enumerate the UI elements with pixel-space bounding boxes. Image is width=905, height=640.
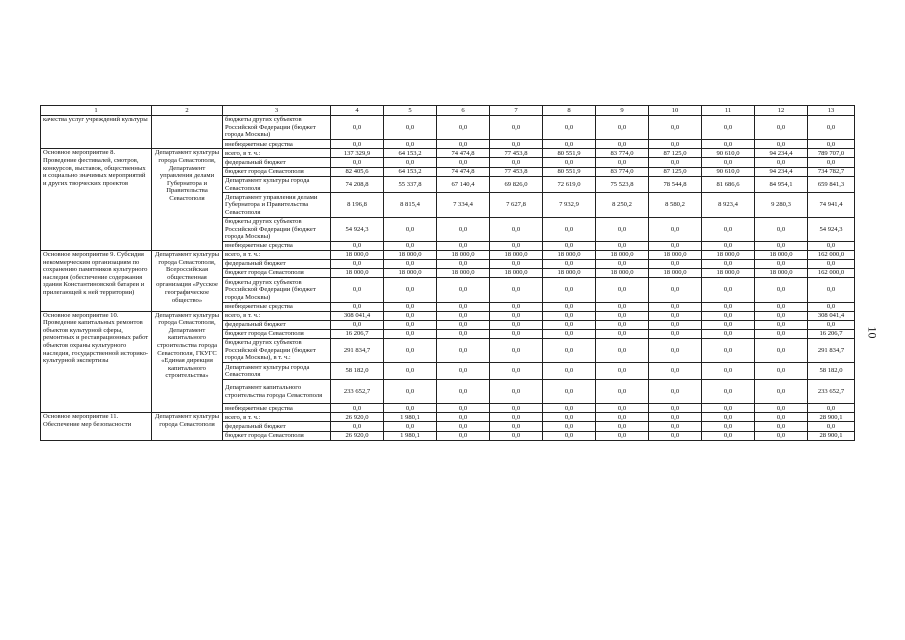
amount-cell: 137 329,9 [331, 149, 384, 158]
budget-table [40, 105, 855, 441]
amount-cell: 90 610,0 [702, 167, 755, 176]
amount-cell: 0,0 [596, 320, 649, 329]
amount-cell: 0,0 [702, 431, 755, 440]
amount-cell: 18 000,0 [384, 269, 437, 278]
amount-cell: 0,0 [543, 422, 596, 431]
amount-cell: 0,0 [490, 363, 543, 380]
amount-cell: 0,0 [331, 278, 384, 302]
column-number-cell: 1 [41, 106, 152, 116]
amount-cell: 0,0 [702, 404, 755, 413]
amount-cell: 0,0 [384, 422, 437, 431]
amount-cell: 0,0 [384, 329, 437, 338]
amount-cell: 0,0 [437, 404, 490, 413]
amount-cell: 0,0 [755, 278, 808, 302]
amount-cell: 0,0 [331, 302, 384, 311]
amount-cell: 0,0 [596, 363, 649, 380]
executor-cell: Департамент культуры города Севастополя, Департамент управления делами Губернатора и Правительства Севастополя [152, 149, 223, 251]
funding-source-cell: внебюджетные средства [223, 140, 331, 149]
amount-cell: 0,0 [490, 140, 543, 149]
amount-cell: 0,0 [808, 320, 855, 329]
amount-cell: 0,0 [755, 431, 808, 440]
amount-cell: 18 000,0 [649, 269, 702, 278]
amount-cell: 18 000,0 [384, 251, 437, 260]
amount-cell: 0,0 [649, 260, 702, 269]
amount-cell: 0,0 [702, 320, 755, 329]
amount-cell: 0,0 [755, 363, 808, 380]
funding-source-cell: бюджет города Севастополя [223, 329, 331, 338]
amount-cell: 0,0 [702, 329, 755, 338]
amount-cell: 8 196,8 [331, 193, 384, 217]
amount-cell: 0,0 [384, 217, 437, 241]
amount-cell: 74 208,8 [331, 176, 384, 193]
amount-cell: 83 774,0 [596, 167, 649, 176]
amount-cell: 75 523,8 [596, 176, 649, 193]
amount-cell: 0,0 [437, 422, 490, 431]
amount-cell: 77 453,8 [490, 167, 543, 176]
amount-cell: 18 000,0 [331, 251, 384, 260]
amount-cell: 54 924,3 [808, 217, 855, 241]
executor-cell: Департамент культуры города Севастополя, Всероссийская общественная организация «Русское географическое общество» [152, 251, 223, 312]
funding-source-cell: Департамент капитального строительства города Севастополя [223, 379, 331, 403]
table-row [41, 251, 855, 260]
funding-source-cell: всего, в т. ч.: [223, 413, 331, 422]
amount-cell: 0,0 [649, 422, 702, 431]
amount-cell: 90 610,0 [702, 149, 755, 158]
amount-cell: 0,0 [649, 413, 702, 422]
funding-source-cell: бюджет города Севастополя [223, 431, 331, 440]
amount-cell: 0,0 [702, 311, 755, 320]
funding-source-cell: всего, в т. ч.: [223, 311, 331, 320]
amount-cell: 0,0 [384, 116, 437, 140]
amount-cell: 7 334,4 [437, 193, 490, 217]
column-number-row [41, 106, 855, 116]
amount-cell: 64 153,2 [384, 167, 437, 176]
funding-source-cell: всего, в т. ч.: [223, 251, 331, 260]
funding-source-cell: федеральный бюджет [223, 260, 331, 269]
amount-cell: 0,0 [808, 116, 855, 140]
amount-cell: 0,0 [702, 158, 755, 167]
funding-source-cell: внебюджетные средства [223, 302, 331, 311]
amount-cell: 0,0 [437, 363, 490, 380]
amount-cell: 8 923,4 [702, 193, 755, 217]
amount-cell: 0,0 [331, 320, 384, 329]
column-number-cell: 4 [331, 106, 384, 116]
amount-cell: 0,0 [808, 241, 855, 250]
amount-cell: 0,0 [543, 116, 596, 140]
amount-cell: 0,0 [543, 339, 596, 363]
amount-cell: 0,0 [384, 404, 437, 413]
funding-source-cell: федеральный бюджет [223, 422, 331, 431]
amount-cell: 0,0 [490, 329, 543, 338]
funding-source-cell: Департамент культуры города Севастополя [223, 176, 331, 193]
amount-cell: 0,0 [596, 302, 649, 311]
amount-cell: 0,0 [702, 379, 755, 403]
amount-cell: 18 000,0 [596, 269, 649, 278]
column-number-cell: 6 [437, 106, 490, 116]
amount-cell: 0,0 [755, 404, 808, 413]
amount-cell: 0,0 [384, 311, 437, 320]
amount-cell: 0,0 [384, 320, 437, 329]
amount-cell: 0,0 [649, 311, 702, 320]
amount-cell: 69 826,0 [490, 176, 543, 193]
column-number-cell: 8 [543, 106, 596, 116]
amount-cell: 28 900,1 [808, 413, 855, 422]
amount-cell: 84 954,1 [755, 176, 808, 193]
amount-cell: 0,0 [755, 311, 808, 320]
amount-cell: 0,0 [702, 363, 755, 380]
amount-cell: 0,0 [437, 339, 490, 363]
amount-cell: 0,0 [543, 329, 596, 338]
amount-cell: 0,0 [331, 404, 384, 413]
table-row [41, 116, 855, 140]
amount-cell: 0,0 [543, 363, 596, 380]
column-number-cell: 13 [808, 106, 855, 116]
amount-cell: 0,0 [490, 311, 543, 320]
column-number-cell: 12 [755, 106, 808, 116]
amount-cell: 74 941,4 [808, 193, 855, 217]
amount-cell: 94 234,4 [755, 149, 808, 158]
amount-cell: 0,0 [649, 278, 702, 302]
amount-cell: 18 000,0 [702, 269, 755, 278]
amount-cell: 0,0 [331, 241, 384, 250]
executor-cell: Департамент культуры города Севастополя, Департамент капитального строительства города Севастополя, ГКУГС «Единая дирекция капитального строительства» [152, 311, 223, 413]
amount-cell: 0,0 [649, 329, 702, 338]
funding-source-cell: бюджет города Севастополя [223, 269, 331, 278]
column-number-cell: 11 [702, 106, 755, 116]
amount-cell: 0,0 [543, 320, 596, 329]
amount-cell: 0,0 [808, 260, 855, 269]
table-row [41, 311, 855, 320]
amount-cell: 1 980,1 [384, 413, 437, 422]
amount-cell: 0,0 [649, 241, 702, 250]
amount-cell: 0,0 [596, 404, 649, 413]
amount-cell: 162 000,0 [808, 269, 855, 278]
column-number-cell: 2 [152, 106, 223, 116]
amount-cell: 0,0 [596, 116, 649, 140]
amount-cell: 94 234,4 [755, 167, 808, 176]
amount-cell: 0,0 [596, 413, 649, 422]
table-row [41, 149, 855, 158]
amount-cell: 308 041,4 [808, 311, 855, 320]
amount-cell: 0,0 [437, 260, 490, 269]
column-number-cell: 7 [490, 106, 543, 116]
page-number: 10 [865, 326, 880, 339]
amount-cell: 0,0 [437, 217, 490, 241]
amount-cell: 0,0 [755, 302, 808, 311]
amount-cell: 0,0 [755, 320, 808, 329]
amount-cell: 0,0 [755, 339, 808, 363]
amount-cell: 0,0 [808, 404, 855, 413]
amount-cell: 0,0 [649, 320, 702, 329]
amount-cell: 1 980,1 [384, 431, 437, 440]
amount-cell: 0,0 [596, 311, 649, 320]
amount-cell: 0,0 [437, 320, 490, 329]
amount-cell: 0,0 [331, 116, 384, 140]
amount-cell: 0,0 [649, 116, 702, 140]
amount-cell: 789 707,0 [808, 149, 855, 158]
amount-cell: 0,0 [437, 241, 490, 250]
amount-cell: 0,0 [384, 241, 437, 250]
amount-cell: 0,0 [702, 260, 755, 269]
amount-cell: 16 206,7 [808, 329, 855, 338]
amount-cell: 0,0 [490, 278, 543, 302]
amount-cell: 18 000,0 [490, 251, 543, 260]
amount-cell: 0,0 [490, 158, 543, 167]
amount-cell: 0,0 [808, 422, 855, 431]
amount-cell: 0,0 [702, 140, 755, 149]
amount-cell: 18 000,0 [331, 269, 384, 278]
amount-cell: 67 140,4 [437, 176, 490, 193]
amount-cell: 0,0 [649, 363, 702, 380]
event-name-cell: качества услуг учреждений культуры [41, 116, 152, 149]
amount-cell: 82 405,6 [331, 167, 384, 176]
amount-cell: 0,0 [490, 241, 543, 250]
amount-cell: 77 453,8 [490, 149, 543, 158]
amount-cell: 0,0 [649, 158, 702, 167]
amount-cell: 0,0 [755, 260, 808, 269]
amount-cell: 0,0 [596, 140, 649, 149]
amount-cell: 0,0 [490, 339, 543, 363]
amount-cell: 0,0 [490, 379, 543, 403]
amount-cell: 0,0 [490, 404, 543, 413]
amount-cell: 0,0 [755, 217, 808, 241]
amount-cell: 233 652,7 [808, 379, 855, 403]
funding-source-cell: бюджеты других субъектов Российской Федерации (бюджет города Москвы) [223, 217, 331, 241]
amount-cell: 0,0 [384, 379, 437, 403]
amount-cell: 0,0 [490, 217, 543, 241]
amount-cell: 7 627,8 [490, 193, 543, 217]
amount-cell: 0,0 [596, 329, 649, 338]
amount-cell: 58 182,0 [331, 363, 384, 380]
amount-cell: 0,0 [490, 116, 543, 140]
funding-source-cell: бюджет города Севастополя [223, 167, 331, 176]
amount-cell: 8 815,4 [384, 193, 437, 217]
amount-cell: 0,0 [384, 302, 437, 311]
amount-cell: 55 337,8 [384, 176, 437, 193]
event-name-cell: Основное мероприятие 10. Проведение капитальных ремонтов объектов культурной сферы, ремонтных и реставрационных работ объектов охраны культурного наследия, государственной историко-культурной экспертизы [41, 311, 152, 413]
amount-cell: 18 000,0 [649, 251, 702, 260]
executor-cell [152, 116, 223, 149]
amount-cell: 0,0 [702, 413, 755, 422]
amount-cell: 659 841,3 [808, 176, 855, 193]
event-name-cell: Основное мероприятие 8. Проведение фестивалей, смотров, конкурсов, выставок, общественных и социально значимых мероприятий и других творческих проектов [41, 149, 152, 251]
amount-cell: 18 000,0 [437, 251, 490, 260]
amount-cell: 0,0 [702, 422, 755, 431]
amount-cell: 0,0 [755, 413, 808, 422]
amount-cell: 0,0 [596, 422, 649, 431]
amount-cell: 0,0 [490, 320, 543, 329]
amount-cell: 0,0 [702, 116, 755, 140]
amount-cell: 233 652,7 [331, 379, 384, 403]
amount-cell: 64 153,2 [384, 149, 437, 158]
column-number-cell: 10 [649, 106, 702, 116]
amount-cell: 0,0 [437, 413, 490, 422]
amount-cell: 58 182,0 [808, 363, 855, 380]
amount-cell: 0,0 [649, 431, 702, 440]
column-number-cell: 9 [596, 106, 649, 116]
amount-cell: 26 920,0 [331, 431, 384, 440]
funding-source-cell: бюджеты других субъектов Российской Федерации (бюджет города Москвы), в т. ч.: [223, 339, 331, 363]
amount-cell: 16 206,7 [331, 329, 384, 338]
amount-cell: 0,0 [331, 422, 384, 431]
amount-cell: 0,0 [543, 431, 596, 440]
amount-cell: 0,0 [755, 379, 808, 403]
amount-cell: 0,0 [384, 140, 437, 149]
amount-cell: 0,0 [437, 379, 490, 403]
amount-cell: 0,0 [755, 140, 808, 149]
amount-cell: 0,0 [649, 302, 702, 311]
amount-cell: 0,0 [808, 140, 855, 149]
table-row [41, 413, 855, 422]
amount-cell: 0,0 [384, 339, 437, 363]
amount-cell: 0,0 [649, 217, 702, 241]
amount-cell: 0,0 [596, 339, 649, 363]
amount-cell: 0,0 [543, 413, 596, 422]
amount-cell: 0,0 [490, 260, 543, 269]
amount-cell: 18 000,0 [490, 269, 543, 278]
amount-cell: 0,0 [543, 404, 596, 413]
amount-cell: 0,0 [543, 158, 596, 167]
amount-cell: 0,0 [808, 302, 855, 311]
funding-source-cell: федеральный бюджет [223, 320, 331, 329]
amount-cell: 0,0 [649, 379, 702, 403]
amount-cell: 162 000,0 [808, 251, 855, 260]
amount-cell: 18 000,0 [543, 251, 596, 260]
amount-cell: 0,0 [437, 140, 490, 149]
amount-cell: 0,0 [808, 158, 855, 167]
amount-cell: 0,0 [543, 217, 596, 241]
column-number-cell: 3 [223, 106, 331, 116]
amount-cell: 0,0 [384, 363, 437, 380]
amount-cell: 0,0 [596, 260, 649, 269]
amount-cell: 0,0 [331, 140, 384, 149]
funding-source-cell: внебюджетные средства [223, 404, 331, 413]
amount-cell: 0,0 [649, 140, 702, 149]
amount-cell: 0,0 [490, 431, 543, 440]
amount-cell: 0,0 [384, 260, 437, 269]
amount-cell: 0,0 [596, 217, 649, 241]
amount-cell: 0,0 [543, 379, 596, 403]
amount-cell: 0,0 [437, 116, 490, 140]
amount-cell: 291 834,7 [331, 339, 384, 363]
amount-cell: 0,0 [702, 241, 755, 250]
amount-cell: 18 000,0 [437, 269, 490, 278]
amount-cell: 0,0 [490, 413, 543, 422]
amount-cell: 7 932,9 [543, 193, 596, 217]
amount-cell: 83 774,0 [596, 149, 649, 158]
amount-cell: 0,0 [331, 158, 384, 167]
amount-cell: 0,0 [437, 329, 490, 338]
amount-cell: 0,0 [808, 278, 855, 302]
amount-cell: 0,0 [543, 260, 596, 269]
amount-cell: 18 000,0 [755, 251, 808, 260]
amount-cell: 0,0 [596, 158, 649, 167]
funding-source-cell: федеральный бюджет [223, 158, 331, 167]
amount-cell: 0,0 [755, 422, 808, 431]
amount-cell: 0,0 [490, 302, 543, 311]
event-name-cell: Основное мероприятие 11. Обеспечение мер безопасности [41, 413, 152, 440]
amount-cell: 26 920,0 [331, 413, 384, 422]
amount-cell: 0,0 [437, 431, 490, 440]
amount-cell: 0,0 [649, 404, 702, 413]
amount-cell: 80 551,9 [543, 167, 596, 176]
amount-cell: 87 125,0 [649, 149, 702, 158]
executor-cell: Департамент культуры города Севастополя [152, 413, 223, 440]
amount-cell: 0,0 [543, 302, 596, 311]
amount-cell: 80 551,9 [543, 149, 596, 158]
amount-cell: 0,0 [384, 158, 437, 167]
amount-cell: 0,0 [596, 431, 649, 440]
event-name-cell: Основное мероприятие 9. Субсидия некоммерческим организациям по сохранению памятников культурного наследия (обеспечение содержания здания Константиновской батареи и прилегающей к ней территории) [41, 251, 152, 312]
funding-source-cell: внебюджетные средства [223, 241, 331, 250]
funding-source-cell: Департамент управления делами Губернатора и Правительства Севастополя [223, 193, 331, 217]
funding-source-cell: всего, в т. ч.: [223, 149, 331, 158]
amount-cell: 72 619,0 [543, 176, 596, 193]
amount-cell: 0,0 [596, 379, 649, 403]
amount-cell: 81 686,6 [702, 176, 755, 193]
amount-cell: 0,0 [596, 241, 649, 250]
amount-cell: 18 000,0 [702, 251, 755, 260]
amount-cell: 0,0 [437, 278, 490, 302]
amount-cell: 0,0 [755, 158, 808, 167]
amount-cell: 74 474,8 [437, 149, 490, 158]
amount-cell: 0,0 [437, 311, 490, 320]
amount-cell: 734 782,7 [808, 167, 855, 176]
amount-cell: 308 041,4 [331, 311, 384, 320]
amount-cell: 8 250,2 [596, 193, 649, 217]
column-number-cell: 5 [384, 106, 437, 116]
funding-source-cell: бюджеты других субъектов Российской Федерации (бюджет города Москвы) [223, 116, 331, 140]
amount-cell: 18 000,0 [596, 251, 649, 260]
amount-cell: 0,0 [755, 116, 808, 140]
amount-cell: 0,0 [755, 241, 808, 250]
amount-cell: 0,0 [702, 217, 755, 241]
amount-cell: 0,0 [702, 302, 755, 311]
amount-cell: 0,0 [490, 422, 543, 431]
amount-cell: 28 900,1 [808, 431, 855, 440]
amount-cell: 0,0 [702, 339, 755, 363]
amount-cell: 0,0 [543, 241, 596, 250]
amount-cell: 78 544,8 [649, 176, 702, 193]
amount-cell: 9 280,3 [755, 193, 808, 217]
amount-cell: 74 474,8 [437, 167, 490, 176]
amount-cell: 0,0 [702, 278, 755, 302]
amount-cell: 0,0 [543, 278, 596, 302]
amount-cell: 0,0 [543, 311, 596, 320]
amount-cell: 18 000,0 [543, 269, 596, 278]
amount-cell: 0,0 [331, 260, 384, 269]
amount-cell: 0,0 [543, 140, 596, 149]
funding-source-cell: бюджеты других субъектов Российской Федерации (бюджет города Москвы) [223, 278, 331, 302]
amount-cell: 87 125,0 [649, 167, 702, 176]
amount-cell: 0,0 [437, 158, 490, 167]
amount-cell: 0,0 [437, 302, 490, 311]
amount-cell: 54 924,3 [331, 217, 384, 241]
amount-cell: 0,0 [649, 339, 702, 363]
funding-source-cell: Департамент культуры города Севастополя [223, 363, 331, 380]
amount-cell: 8 580,2 [649, 193, 702, 217]
amount-cell: 0,0 [755, 329, 808, 338]
amount-cell: 18 000,0 [755, 269, 808, 278]
amount-cell: 0,0 [596, 278, 649, 302]
amount-cell: 0,0 [384, 278, 437, 302]
amount-cell: 291 834,7 [808, 339, 855, 363]
